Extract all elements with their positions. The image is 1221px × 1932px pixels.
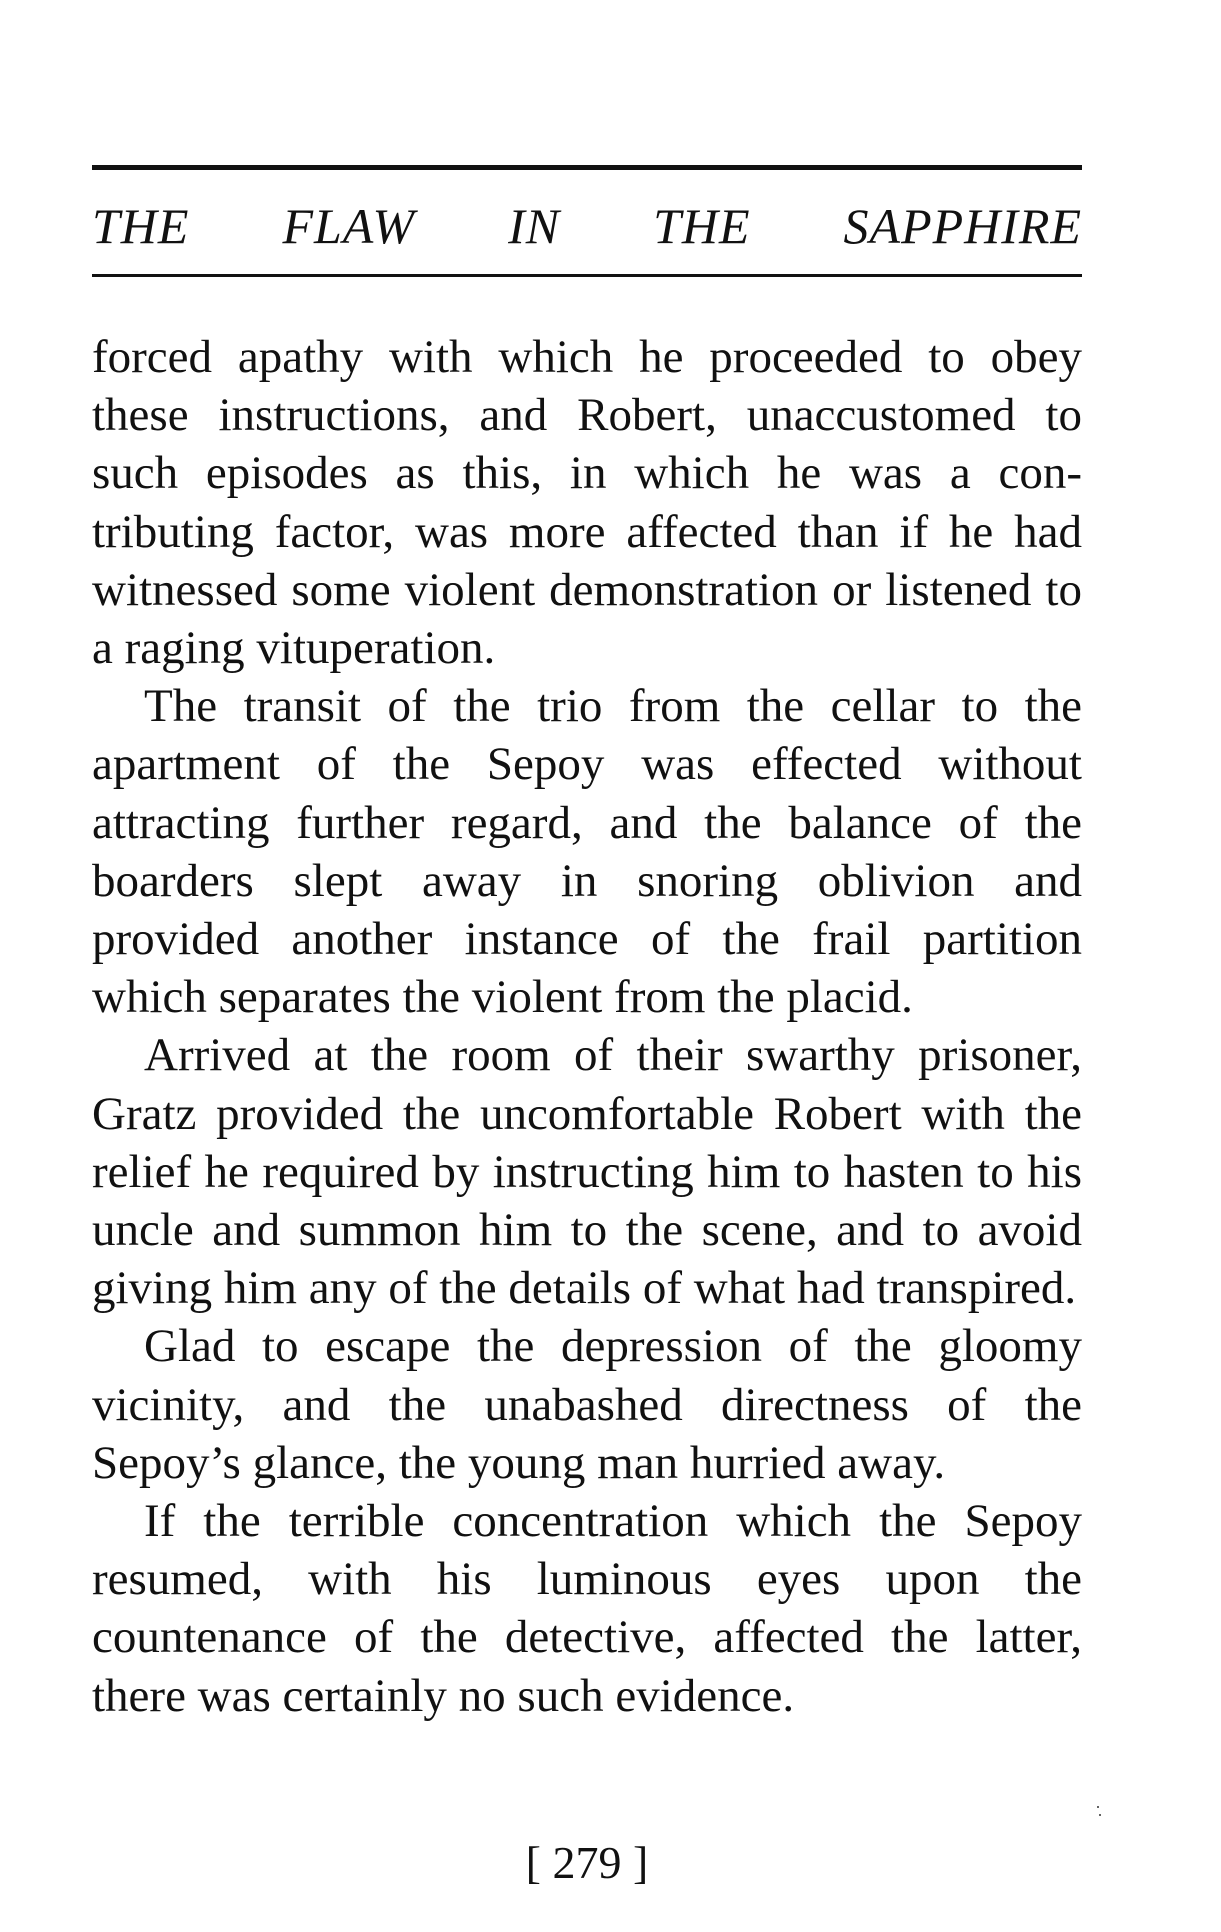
page-number: [ 279 ] [525, 1837, 649, 1888]
book-page [92, 0, 1082, 1932]
paragraph-continued: forced apathy with which he proceeded to obey these instructions, and Robert, unaccustomed to such episodes as this, in which he was a contributing factor, was more affected than if he had witnessed some violent demonstration or listened to a raging vituperation. [92, 331, 1082, 675]
header-rule-bottom [92, 274, 1082, 277]
running-title: THE FLAW IN THE SAPPHIRE [92, 198, 1082, 254]
paragraph: The transit of the trio from the cellar to the apartment of the Sepoy was effected without attracting further regard, and the balance of the boarders slept away in snoring oblivion and provided another instance of the frail partition which separates the violent from the placid. [92, 680, 1082, 1024]
paper-speck [1099, 1814, 1101, 1816]
body-text [92, 328, 1082, 1725]
paragraph: Glad to escape the depression of the gloomy vicinity, and the unabashed directness of the Sepoy’s glance, the young man hurried away. [92, 1320, 1082, 1489]
header-rule-top [92, 165, 1082, 170]
paragraph: If the terrible concentration which the Sepoy resumed, with his luminous eyes upon the countenance of the detective, affected the latter, there was certainly no such evidence. [92, 1495, 1082, 1722]
paper-speck [1097, 1806, 1099, 1808]
paragraph: Arrived at the room of their swarthy prisoner, Gratz provided the uncomfortable Robert with the relief he required by instructing him to hasten to his uncle and summon him to the scene, and to avoid giving him any of the details of what had transpired. [92, 1029, 1082, 1315]
